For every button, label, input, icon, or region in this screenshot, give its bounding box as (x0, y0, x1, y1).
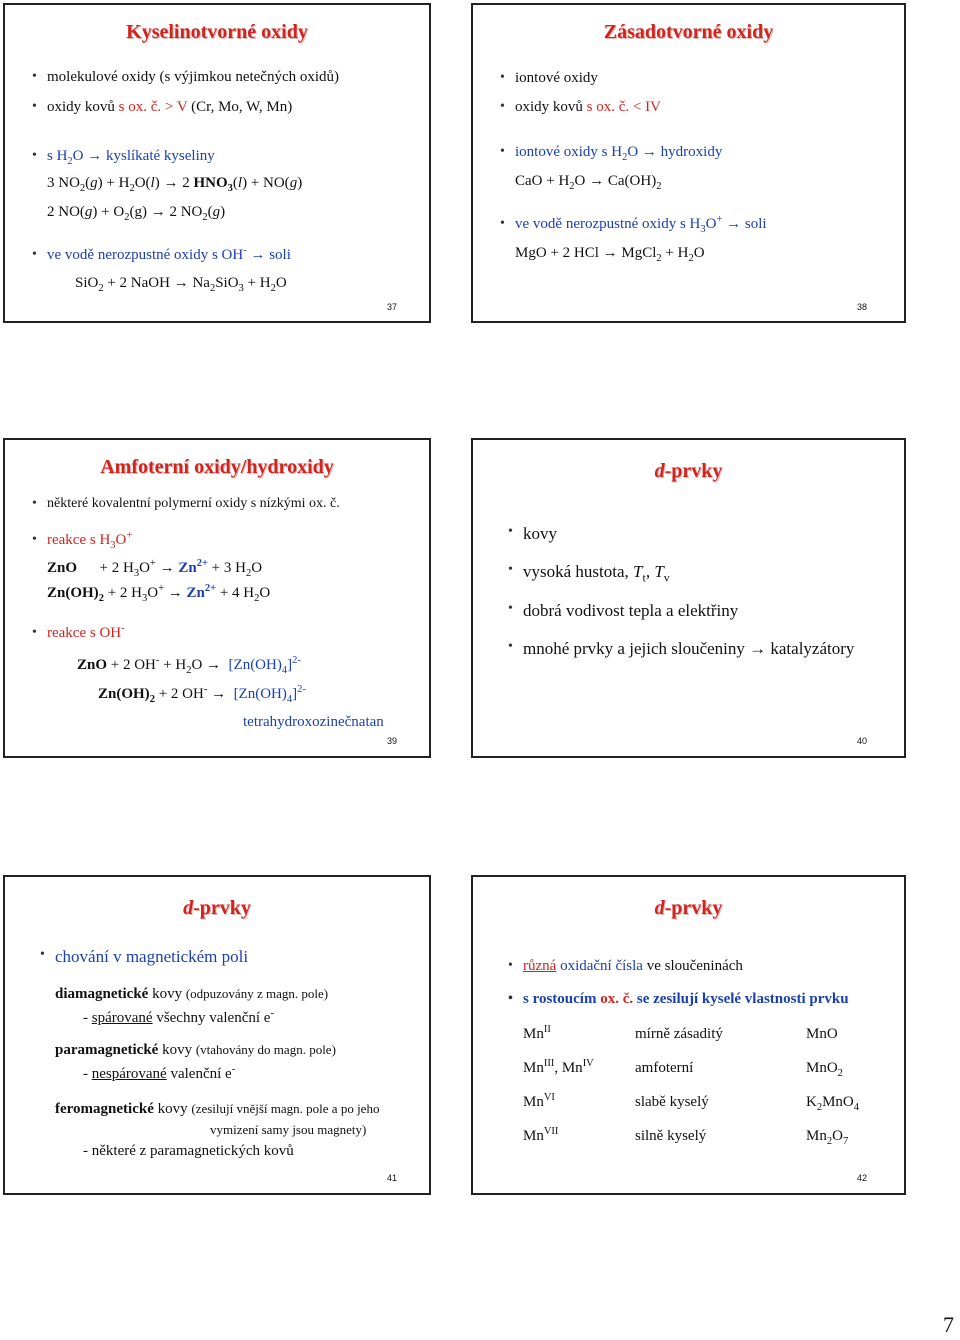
slide-38 (471, 3, 906, 323)
bullet-h3o: • ve vodě nerozpustné oxidy s $H_3O^+$ → soli (515, 216, 767, 233)
document-page-number: 7 (943, 1312, 954, 1337)
slide-40 (471, 438, 906, 758)
bullet: • některé kovalentní polymerní oxidy s nízkými ox. č. (47, 496, 340, 512)
equation: ZnO + 2 $OH^- + H_2O \to [Zn(OH)_4]^{2-}$ (77, 655, 301, 676)
page-number: 42 (857, 1173, 868, 1183)
page-number: 40 (857, 736, 868, 746)
equation: MgO + 2 HCl → MgCl$_2$ + $H_2O$ (515, 245, 705, 264)
diamagnetic-desc: - spárované všechny valenční e- (83, 1008, 274, 1026)
bullet: • různá oxidační čísla ve sloučeninách (523, 958, 743, 975)
equation: SiO$_2$ + 2 NaOH → $Na_2SiO_3 + H_2O$ (75, 275, 287, 294)
page-number: 38 (857, 302, 868, 312)
page-number: 41 (387, 1173, 398, 1183)
bullet: • dobrá vodivost tepla a elektřiny (523, 601, 738, 621)
slide-title: Amfoterní oxidy/hydroxidy (100, 456, 334, 478)
bullet: • s rostoucím ox. č. se zesilují kyselé vlastnosti prvku (523, 991, 849, 1008)
bullet-oh: • reakce s OH- (47, 625, 125, 642)
bullet: • chování v magnetickém poli (55, 947, 248, 967)
slide-41 (3, 875, 431, 1195)
equation: ZnO + 2 $H_3O^+ \to Zn^{2+} + 3$ $H_2O$ (47, 558, 263, 579)
equation: 2 $NO(g) + O_2(g) \to 2$ $NO_2(g)$ (47, 204, 226, 223)
row-property: mírně zásaditý (635, 1026, 723, 1042)
bullet: • kovy (523, 524, 557, 544)
equation: $Zn(OH)_2 + 2$ $H_3O^+ \to Zn^{2+} + 4$ $H_2O$ (47, 583, 271, 604)
page-number: 37 (387, 302, 398, 312)
paramagnetic-desc: - nespárované valenční e- (83, 1064, 236, 1082)
slide-title: d-prvky (654, 897, 723, 919)
equation: CaO + $H_2O \to Ca(OH)_2$ (515, 173, 662, 192)
bullet: • oxidy kovů s ox. č. > V (Cr, Mo, W, Mn) (47, 99, 292, 116)
bullet-h2o: • iontové oxidy s $H_2O$ → hydroxidy (515, 144, 722, 161)
slide-39 (3, 438, 431, 758)
bullet-h2o: • s $H_2O$ → kyslíkaté kyseliny (47, 148, 215, 165)
slide-42 (471, 875, 906, 1195)
bullet: • mnohé prvky a jejich sloučeniny → katalyzátory (523, 639, 854, 659)
bullet: • molekulové oxidy (s výjimkou netečných oxidů) (47, 69, 339, 86)
ferromagnetic-cont: vymizení samy jsou magnety) (210, 1122, 367, 1137)
row-compound: $Mn_2O_7$ (806, 1128, 849, 1147)
bullet-h3o: • reakce s $H_3O^+$ (47, 532, 132, 549)
row-property: silně kyselý (635, 1128, 707, 1144)
row-ox-state: $Mn^{VII}$ (523, 1126, 559, 1144)
bullet: • vysoká hustota, $T_t$, $T_v$ (523, 562, 670, 582)
slide-37 (3, 3, 431, 323)
row-ox-state: $Mn^{II}$ (523, 1024, 551, 1042)
ferromagnetic-desc: - některé z paramagnetických kovů (83, 1143, 294, 1159)
equation: $Zn(OH)_2 + 2$ $OH^- \to [Zn(OH)_4]^{2-}$ (98, 684, 306, 705)
bullet-oh: • ve vodě nerozpustné oxidy s OH- → soli (47, 247, 291, 264)
bullet: • oxidy kovů s ox. č. < IV (515, 99, 661, 116)
slide-title: d-prvky (183, 897, 251, 919)
slide-title: Zásadotvorné oxidy (603, 21, 774, 43)
ferromagnetic: feromagnetické kovy (zesilují vnější magn. pole a po jeho (55, 1101, 380, 1117)
row-compound: $K_2MnO_4$ (806, 1094, 860, 1113)
paramagnetic: paramagnetické kovy (vtahovány do magn. pole) (55, 1042, 336, 1058)
slide-title: Kyselinotvorné oxidy (126, 21, 308, 43)
note: tetrahydroxozinečnatan (243, 714, 384, 730)
slide-title: d-prvky (654, 460, 723, 482)
diamagnetic: diamagnetické kovy (odpuzovány z magn. pole) (55, 986, 329, 1002)
row-ox-state: $Mn^{III}$, $Mn^{IV}$ (523, 1058, 594, 1076)
row-property: amfoterní (635, 1060, 694, 1076)
row-ox-state: $Mn^{VI}$ (523, 1092, 555, 1110)
row-compound: MnO (806, 1026, 838, 1042)
bullet: • iontové oxidy (515, 70, 598, 87)
row-compound: MnO$_2$ (806, 1060, 843, 1079)
row-property: slabě kyselý (635, 1094, 709, 1110)
page-number: 39 (387, 736, 398, 746)
equation: 3 $NO_2(g) + H_2O(l) \to 2$ $HNO_3(l) + NO(g)$ (47, 175, 303, 194)
